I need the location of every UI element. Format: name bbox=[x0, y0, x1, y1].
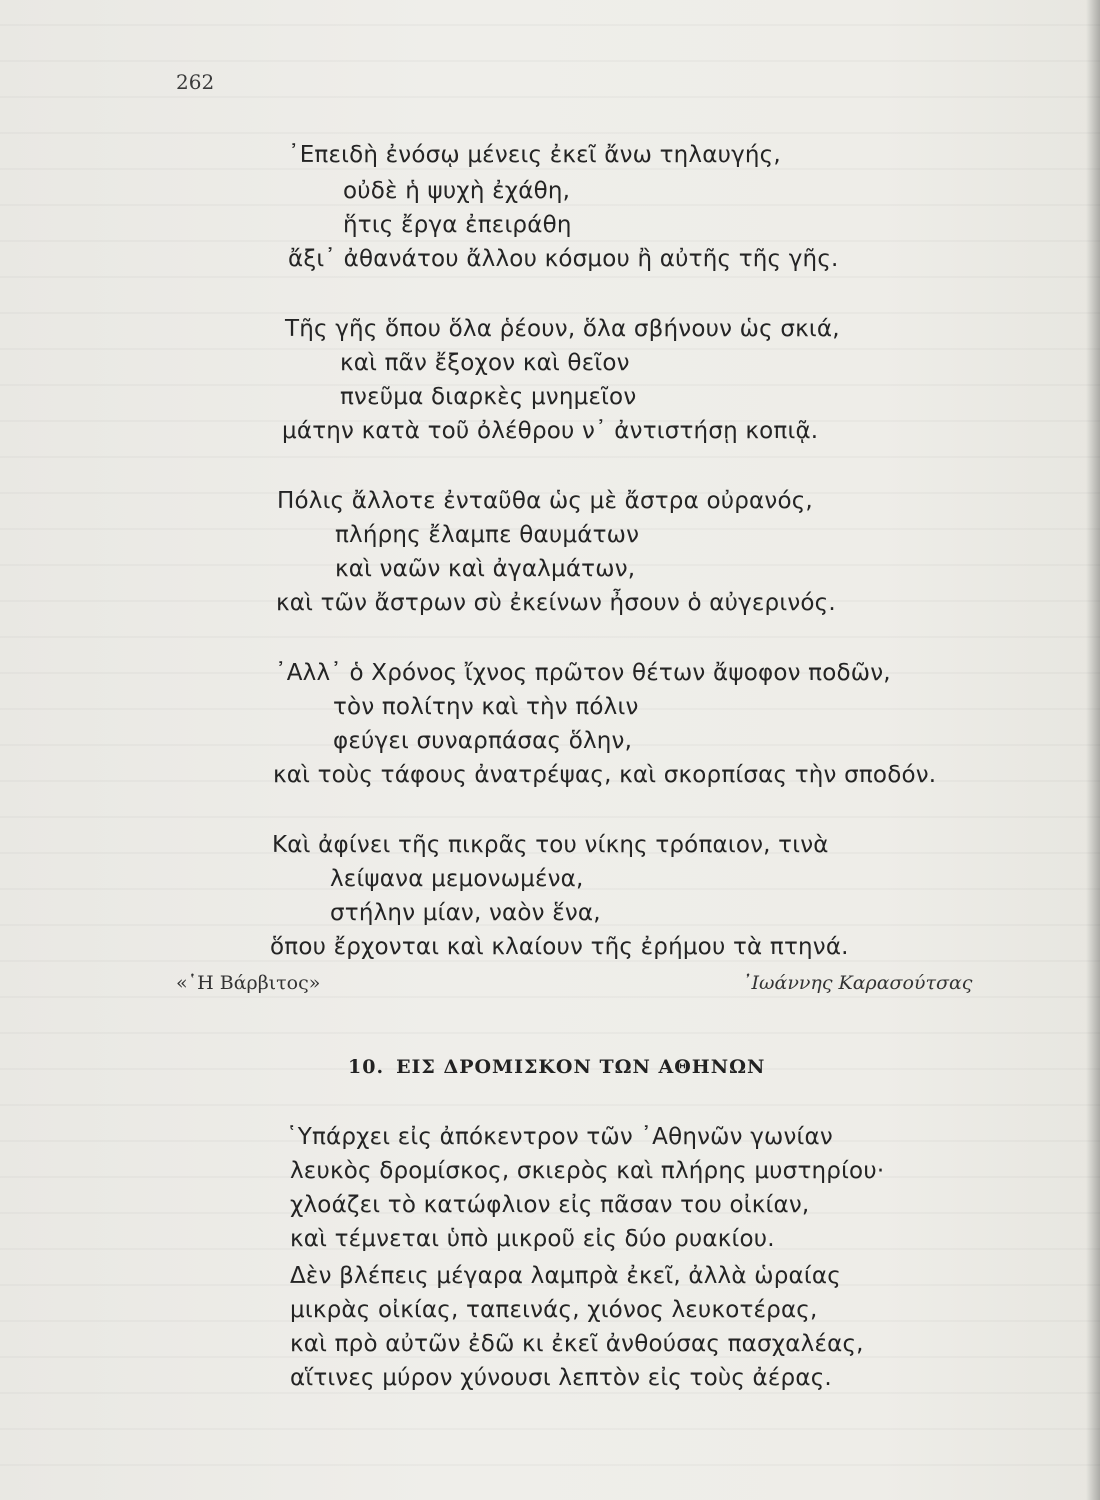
poem-line: πνεῦμα διαρκὲς μνημεῖον bbox=[340, 384, 637, 410]
poem-line: καὶ τοὺς τάφους ἀνατρέψας, καὶ σκορπίσας τὴν σποδόν. bbox=[273, 762, 937, 788]
poem-line: Καὶ ἀφίνει τῆς πικρᾶς του νίκης τρόπαιον, τινὰ bbox=[272, 832, 829, 858]
poem-line: μάτην κατὰ τοῦ ὀλέθρου ν᾿ ἀντιστήσῃ κοπιᾷ. bbox=[282, 418, 819, 444]
poem-line: ἥτις ἔργα ἐπειράθη bbox=[343, 212, 572, 238]
page-number: 262 bbox=[176, 70, 215, 94]
poem-line: λείψανα μεμονωμένα, bbox=[330, 866, 584, 892]
poem-line: ῾Υπάρχει εἰς ἀπόκεντρον τῶν ᾿Αθηνῶν γωνίαν bbox=[286, 1124, 833, 1150]
poem-line: τὸν πολίτην καὶ τὴν πόλιν bbox=[333, 694, 639, 720]
poem-line: ᾿Αλλ᾿ ὁ Χρόνος ἴχνος πρῶτον θέτων ἄψοφον ποδῶν, bbox=[275, 660, 891, 686]
poem-line: στήλην μίαν, ναὸν ἕνα, bbox=[330, 900, 601, 926]
section-number: 10. bbox=[348, 1056, 385, 1078]
poem-line: πλήρης ἔλαμπε θαυμάτων bbox=[335, 522, 640, 548]
poem-line: Τῆς γῆς ὅπου ὅλα ῥέουν, ὅλα σβήνουν ὡς σκιά, bbox=[285, 316, 840, 342]
poem-line: Πόλις ἄλλοτε ἐνταῦθα ὡς μὲ ἄστρα οὐρανός, bbox=[277, 488, 813, 514]
section-heading bbox=[348, 1056, 765, 1078]
poem-line: λευκὸς δρομίσκος, σκιερὸς καὶ πλήρης μυστηρίου· bbox=[290, 1158, 885, 1184]
poem-line: καὶ τέμνεται ὑπὸ μικροῦ εἰς δύο ρυακίου. bbox=[290, 1226, 775, 1252]
poem-line: αἵτινες μύρον χύνουσι λεπτὸν εἰς τοὺς ἀέρας. bbox=[290, 1365, 832, 1391]
poem-line: Δὲν βλέπεις μέγαρα λαμπρὰ ἐκεῖ, ἀλλὰ ὡραίας bbox=[290, 1263, 841, 1289]
poem-line: καὶ τῶν ἄστρων σὺ ἐκείνων ἦσουν ὁ αὐγερινός. bbox=[276, 590, 836, 616]
poem-line: ἄξι᾿ ἀθανάτου ἄλλου κόσμου ἢ αὐτῆς τῆς γῆς. bbox=[288, 246, 839, 272]
poem-line: οὐδὲ ἡ ψυχὴ ἐχάθη, bbox=[343, 178, 571, 204]
poem-line: φεύγει συναρπάσας ὅλην, bbox=[333, 728, 633, 754]
poem-line: χλοάζει τὸ κατώφλιον εἰς πᾶσαν του οἰκίαν, bbox=[290, 1192, 810, 1218]
poem-line: ᾿Επειδὴ ἐνόσῳ μένεις ἐκεῖ ἄνω τηλαυγής, bbox=[288, 142, 781, 168]
poem-line: καὶ ναῶν καὶ ἀγαλμάτων, bbox=[335, 556, 636, 582]
poem-line: μικρὰς οἰκίας, ταπεινάς, χιόνος λευκοτέρας, bbox=[290, 1297, 818, 1323]
poem-line: ὅπου ἔρχονται καὶ κλαίουν τῆς ἐρήμου τὰ πτηνά. bbox=[270, 934, 849, 960]
section-title: ΕΙΣ ΔΡΟΜΙΣΚΟΝ ΤΩΝ ΑΘΗΝΩΝ bbox=[396, 1056, 766, 1078]
poem-line: καὶ πᾶν ἔξοχον καὶ θεῖον bbox=[340, 350, 630, 376]
poem-line: καὶ πρὸ αὐτῶν ἐδῶ κι ἐκεῖ ἀνθούσας πασχαλέας, bbox=[290, 1331, 864, 1357]
poem-author: ᾿Ιωάννης Καρασούτσας bbox=[742, 972, 973, 994]
page-edge-shadow bbox=[1086, 0, 1100, 1500]
poem-source: «῾Η Βάρβιτος» bbox=[176, 972, 321, 994]
